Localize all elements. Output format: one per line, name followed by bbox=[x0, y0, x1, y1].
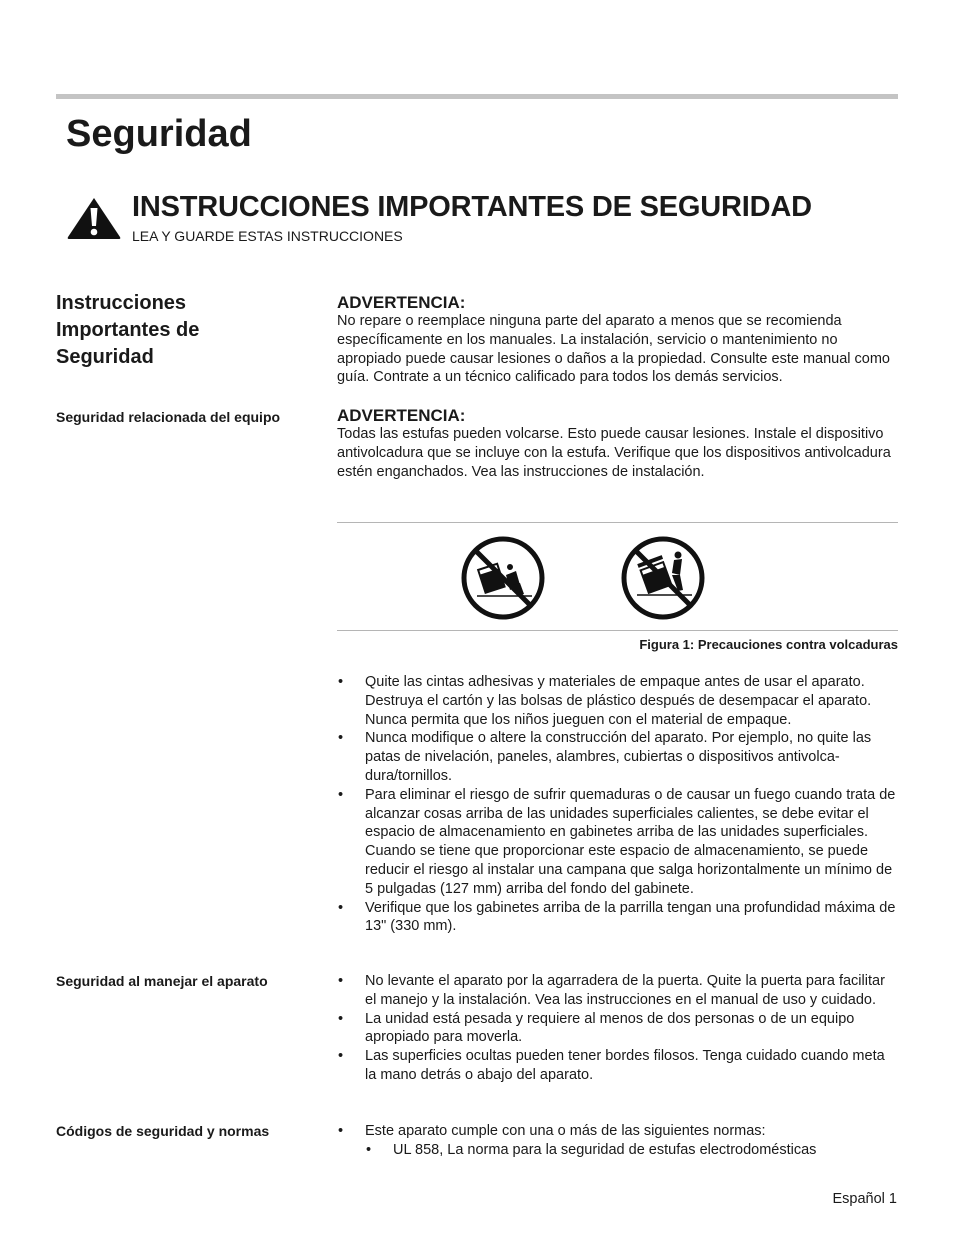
banner-subheading: LEA Y GUARDE ESTAS INSTRUCCIONES bbox=[132, 228, 403, 244]
warning-text: Todas las estufas pueden volcarse. Esto puede causar lesiones. Instale el dispositivo antivolcadura que se incluye con la estufa. Verifique que los dispositivos antivolcadura estén enganchados. Vea las instrucciones de instalación. bbox=[337, 426, 891, 480]
warning-block-repair bbox=[337, 293, 899, 387]
list-item-text: Este aparato cumple con una o más de las siguientes normas: bbox=[365, 1123, 766, 1139]
figure-top-rule bbox=[337, 522, 898, 523]
list-item: • Las superficies ocultas pueden tener bordes filosos. Tenga cuidado cuando meta la mano detrás o abajo del aparato. bbox=[337, 1047, 899, 1085]
handling-safety-list bbox=[337, 972, 899, 1085]
warning-block-tip-over bbox=[337, 406, 899, 481]
list-item: • No levante el aparato por la agarradera de la puerta. Quite la puerta para facilitar el manejo y la instalación. Vea las instrucciones en el manual de uso y cuidado. bbox=[337, 972, 899, 1010]
label-equipment-safety: Seguridad relacionada del equipo bbox=[56, 409, 281, 425]
codes-standards-list bbox=[337, 1122, 899, 1160]
page-title: Seguridad bbox=[66, 113, 252, 155]
warning-title: ADVERTENCIA: bbox=[337, 406, 466, 425]
list-item: • Verifique que los gabinetes arriba de la parrilla tengan una profundidad máxima de 13" (330 mm). bbox=[337, 899, 899, 937]
warning-triangle-icon bbox=[66, 196, 122, 240]
sub-list bbox=[365, 1141, 899, 1160]
no-tip-over-child-icon bbox=[460, 535, 546, 621]
banner-heading: INSTRUCCIONES IMPORTANTES DE SEGURIDAD bbox=[132, 191, 812, 223]
label-codes-standards: Códigos de seguridad y normas bbox=[56, 1123, 270, 1139]
warning-title: ADVERTENCIA: bbox=[337, 293, 466, 312]
list-item: • La unidad está pesada y requiere al menos de dos personas o de un equipo apropiado para moverla. bbox=[337, 1010, 899, 1048]
top-rule bbox=[56, 94, 898, 99]
list-item bbox=[337, 1122, 899, 1160]
figure-caption: Figura 1: Precauciones contra volcaduras bbox=[639, 637, 898, 652]
no-tip-over-climbing-icon bbox=[620, 535, 706, 621]
section-heading: Instrucciones Importantes de Seguridad bbox=[56, 292, 200, 368]
figure-bottom-rule bbox=[337, 630, 898, 631]
warning-text: No repare o reemplace ninguna parte del aparato a menos que se recomienda específicamente en los manuales. La instalación, servicio o mantenimiento no apropiado puede causar lesiones o daños a la propiedad. Consulte este manual como guía. Contrate a un técnico calificado para todos los demás servicios. bbox=[337, 313, 890, 386]
equipment-safety-list bbox=[337, 673, 899, 936]
label-handling-safety: Seguridad al manejar el aparato bbox=[56, 973, 268, 989]
list-item: • Para eliminar el riesgo de sufrir quemaduras o de causar un fuego cuando trata de alcanzar cosas arriba de las unidades superficiales calientes, se debe evitar el espacio de almacenamiento en gabinetes arriba de las unidades superficiales. Cuando se tiene que proporcionar este espacio de almacenamiento, se puede reducir el riesgo al instalar una campana que salga horizontalmente un mínimo de 5 pulgadas (127 mm) arriba del fondo del gabinete. bbox=[337, 786, 899, 899]
sub-list-item: • UL 858, La norma para la seguridad de estufas electrodomésticas bbox=[365, 1141, 899, 1160]
list-item: • Nunca modifique o altere la construcción del aparato. Por ejemplo, no quite las patas de nivelación, paneles, alambres, cubiertas o dispositivos antivolca-dura/tornillos. bbox=[337, 729, 899, 785]
list-item: • Quite las cintas adhesivas y materiales de empaque antes de usar el aparato. Destruya el cartón y las bolsas de plástico después de desempacar el aparato. Nunca permita que los niños jueguen con el material de empaque. bbox=[337, 673, 899, 729]
page-footer: Español 1 bbox=[832, 1191, 897, 1207]
